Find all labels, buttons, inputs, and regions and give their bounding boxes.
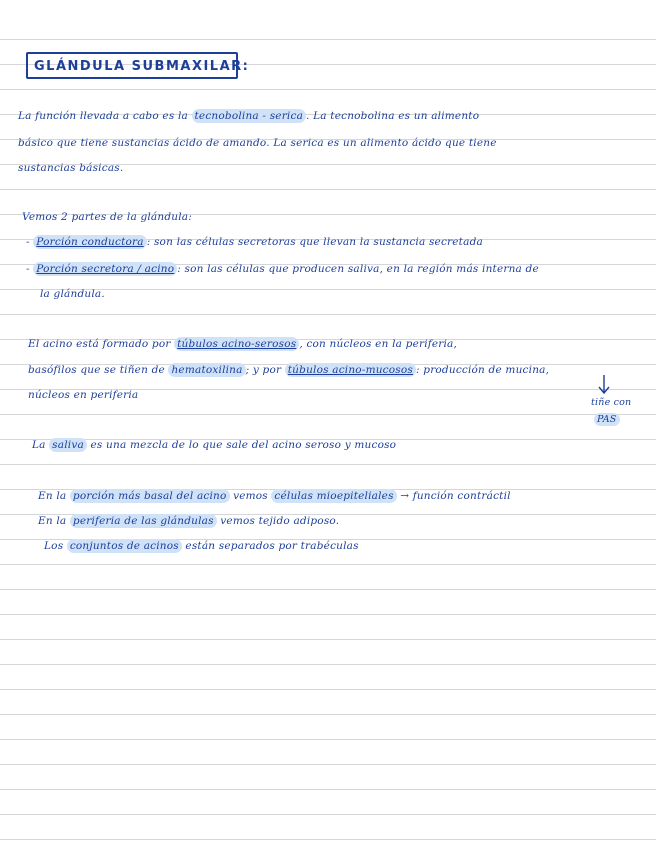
p5-l1-highlight-1: porción más basal del acino — [70, 489, 230, 503]
p5-l2-a: En la — [38, 515, 70, 527]
p3-line-2 — [28, 365, 549, 376]
p4-l1-a: La — [32, 439, 50, 451]
p2-item1-lead: - — [26, 236, 34, 248]
p3-l1-a: El acino está formado por — [28, 338, 175, 350]
p3-l1-highlight: túbulos acino-serosos — [174, 337, 299, 351]
p3-l2-b: ; y por — [245, 364, 285, 376]
p3-l2-highlight-2: túbulos acino-mucosos — [285, 363, 416, 377]
p3-line-3: núcleos en periferia — [28, 389, 139, 401]
p2-item2-highlight: Porción secretora / acino — [33, 262, 177, 276]
p2-item-1 — [26, 237, 483, 248]
side-note-line-2 — [594, 415, 620, 425]
p2-item2-rest: : son las células que producen saliva, en la región más interna de — [177, 263, 539, 275]
p5-l3-b: están separados por trabéculas — [181, 540, 359, 552]
p5-l3-highlight: conjuntos de acinos — [67, 539, 182, 553]
p3-l2-c: : producción de mucina, — [416, 364, 550, 376]
p2-item-2 — [26, 264, 539, 275]
page-title: GLÁNDULA SUBMAXILAR: — [34, 59, 250, 74]
p3-l2-highlight-1: hematoxilina — [168, 363, 245, 377]
p5-l2-highlight: periferia de las glándulas — [70, 514, 217, 528]
p2-item1-rest: : son las células secretoras que llevan la sustancia secretada — [146, 236, 483, 248]
p5-l1-c: → función contráctil — [396, 490, 511, 502]
p5-line-1 — [38, 491, 511, 502]
p2-line-1: Vemos 2 partes de la glándula: — [22, 211, 192, 223]
down-arrow-icon — [596, 374, 612, 396]
side-note-highlight: PAS — [594, 413, 620, 426]
p2-item1-highlight: Porción conductora — [33, 235, 146, 249]
p5-line-2 — [38, 516, 339, 527]
p4-line-1 — [32, 440, 396, 451]
p2-item2-lead: - — [26, 263, 34, 275]
p1-line-2: básico que tiene sustancias ácido de amando. La serica es un alimento ácido que tiene — [18, 137, 497, 149]
p5-l1-b: vemos — [229, 490, 272, 502]
p2-item-2-line-2: la glándula. — [40, 288, 105, 300]
p5-l1-a: En la — [38, 490, 70, 502]
p5-line-3 — [44, 541, 359, 552]
p1-l1-a: La función llevada a cabo es la — [18, 110, 192, 122]
p5-l3-a: Los — [44, 540, 67, 552]
p1-line-3: sustancias básicas. — [18, 162, 124, 174]
p3-line-1 — [28, 339, 457, 350]
p5-l2-b: vemos tejido adiposo. — [216, 515, 340, 527]
p1-line-1 — [18, 111, 479, 122]
p1-l1-b: . La tecnobolina es un alimento — [306, 110, 480, 122]
p4-l1-b: es una mezcla de lo que sale del acino seroso y mucoso — [86, 439, 397, 451]
p1-l1-highlight: tecnobolina - serica — [192, 109, 307, 123]
p5-l1-highlight-2: células mioepiteliales — [271, 489, 396, 503]
p3-l2-a: basófilos que se tiñen de — [28, 364, 169, 376]
side-note-line-1: tiñe con — [591, 397, 632, 408]
p3-l1-b: , con núcleos en la periferia, — [299, 338, 458, 350]
p4-l1-highlight: saliva — [49, 438, 87, 452]
